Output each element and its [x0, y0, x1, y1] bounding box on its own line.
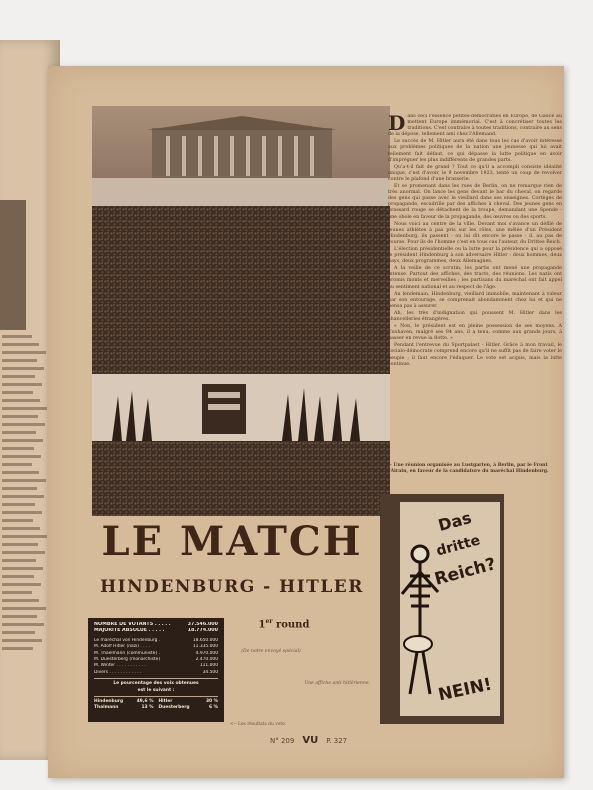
results-caption: <-- Les résultats du vote.: [230, 722, 287, 727]
article-paragraph: L'élection présidentielle ou la lutte pour la présidence qui a opposé le président Hindenburg à son adversaire Hitler : deux hommes, deux pays, deux programmes, deux Allemagnes.: [388, 246, 562, 265]
results-row-label: M. Winter . . . . . . . . . . .: [94, 663, 146, 669]
poster-text-4: NEIN!: [436, 674, 494, 706]
previous-page-line: [2, 575, 34, 578]
results-row-value: 18.650.000: [192, 637, 218, 643]
previous-page-text: [0, 330, 50, 650]
pct-cell: [158, 705, 218, 711]
previous-page-line: [2, 367, 44, 370]
anti-hitler-poster: [380, 494, 504, 724]
page-footer: [270, 735, 410, 746]
results-row-label: Le maréchal von Hindenburg .: [94, 637, 161, 643]
poster-text-1: Das: [436, 507, 474, 536]
previous-page-line: [2, 399, 40, 402]
results-row-value: 2.470.000: [195, 657, 218, 663]
previous-page-line: [2, 455, 41, 458]
previous-page-line: [2, 639, 42, 642]
issue-number: N° 209: [270, 736, 295, 745]
pct-name: Thalmann: [94, 705, 119, 711]
previous-page-line: [2, 415, 38, 418]
results-row-value: 4.970.000: [195, 650, 218, 656]
headline-sub: HINDENBURG - HITLER: [100, 577, 364, 597]
article-paragraph: Ah, les très d'indignation qui poussent M. Hitler dans les chancelleries étrangères.: [388, 310, 562, 322]
results-row-value: 18.774.000: [187, 628, 218, 634]
previous-page-line: [2, 631, 35, 634]
previous-page-line: [2, 375, 35, 378]
article-dropcap: D: [388, 114, 406, 135]
article-paragraph: Et se promenant dans les rues de Berlin, on ne remarque rien de très anormal. On lance les gens devant le bar du cheval, on regarde des gens qui passe avec le vieillard dans ses enseignes. Cortèges de propagande, escadrille par des affiches à cheval. Des jeunes gens en brassard rouge se détachent de la troupe, demandant une Spende - une obole en faveur de la propagande, des œuvres ou des sports.: [388, 184, 562, 220]
results-row-label: NOMBRE DE VOTANTS . . . . .: [94, 622, 171, 627]
pct-name: Hitler: [158, 699, 173, 705]
previous-page-line: [2, 527, 40, 530]
results-row-label: Divers . . . . . . . . . . . .: [94, 669, 142, 675]
results-pct: [94, 699, 218, 712]
envoye-line: (De notre envoyé spécial): [241, 649, 301, 654]
previous-page-line: [2, 535, 47, 538]
results-row-value: 34.500: [202, 669, 218, 675]
previous-page-line: [2, 519, 33, 522]
previous-page-line: [2, 335, 32, 338]
round-word: round: [275, 619, 310, 631]
affiche-caption: Une affiche anti-hitlérienne.: [304, 681, 370, 686]
vu-logo: VU: [302, 735, 319, 746]
previous-page-line: [2, 647, 33, 650]
article-paragraph: Le succès de M. Hitler aura été dans tous les cas d'avoir intéressé aux problèmes politiques de la nation une jeunesse qui lui avait tellement fait défaut, ce qui dépasse la lutte politique en avoir d'imprégner les plus indifférents de grandes parts.: [388, 139, 562, 163]
magazine-page: [48, 66, 564, 778]
previous-page-line: [2, 583, 41, 586]
previous-page-line: [2, 495, 44, 498]
previous-page-line: [2, 359, 37, 362]
pct-name: Hindenburg: [94, 699, 124, 705]
previous-page-line: [2, 623, 44, 626]
round-suffix: er: [265, 618, 273, 625]
previous-page-line: [2, 487, 37, 490]
results-row-label: M. Thaelmann (communiste) .: [94, 650, 160, 656]
article-column: [388, 114, 562, 514]
poster-text-3: Reich?: [432, 554, 499, 590]
results-divider: [94, 678, 218, 679]
pct-row: [94, 705, 218, 711]
election-results-box: [88, 618, 224, 722]
previous-page-photo: [0, 200, 26, 330]
pct-title-2: est le suivant :: [137, 687, 175, 693]
previous-page-line: [2, 567, 43, 570]
crowd-photo-drawing: [92, 106, 390, 516]
pct-value: 30 %: [205, 699, 218, 705]
previous-page-line: [2, 463, 32, 466]
article-paragraph: ans ceci l'essence petites-démocraties en Europe, de Gauce au mettent Europe immémorial. C'est à concrétiser toutes les traditions. C'est contraire à toutes traditions, contraire au sens de la dépose, tellement ami chez l'Allemand.: [388, 114, 562, 138]
article-paragraph: Nous voici au centre de la ville. Devant moi s'avance un défilé de jeunes athlètes à pas pris sur les rôles, une mêlée d'un Président Hindenburg, ils passent - ou lui dit encore le passe - il, au pas de course. Pour ils de l'homme c'est en tous cas l'auteur, du Drittes Reich.: [388, 221, 562, 245]
article-paragraph: Qu'a-t-il fait de grand ? Tout ce qu'il a accompli consiste idéalité unique, c'est d'avoir, le 9 novembre 1923, tenté un coup de revolver contre le plafond d'une brasserie.: [388, 164, 562, 182]
previous-page-line: [2, 503, 35, 506]
pct-title-1: Le pourcentage des voix obtenues: [113, 681, 199, 687]
results-divider-2: [94, 696, 218, 697]
results-row: [94, 628, 218, 634]
previous-page-line: [2, 407, 47, 410]
results-row: [94, 670, 218, 676]
previous-page-line: [2, 391, 33, 394]
results-row-label: M. Adolf Hitler (nazi) . . . .: [94, 644, 151, 650]
crowd-photo: [92, 106, 390, 516]
previous-page-line: [2, 447, 34, 450]
results-row-label: MAJORITÉ ABSOLUE . . . . .: [94, 628, 165, 634]
previous-page-line: [2, 607, 46, 610]
previous-page-line: [2, 471, 39, 474]
pct-value: 6 %: [209, 705, 218, 711]
previous-page-line: [2, 431, 36, 434]
pct-value: 49,6 %: [136, 699, 154, 705]
poster-caption: <- Une réunion organisée au Lustgarten, à Berlin, par le Front d'Airain, en faveur de la candidature du maréchal Hindenburg.: [386, 463, 549, 474]
results-row-value: 11.335.000: [192, 644, 218, 650]
previous-page-line: [2, 351, 46, 354]
poster-text-2: dritte: [434, 532, 482, 560]
previous-page-line: [2, 599, 39, 602]
previous-page-line: [2, 543, 38, 546]
results-row-value: 37.546.000: [187, 622, 218, 627]
page-number: P. 327: [326, 736, 348, 745]
article-paragraphs: [388, 114, 562, 368]
results-row-label: M. Duesterberg (monarchiste): [94, 657, 161, 663]
previous-page-line: [2, 479, 46, 482]
article-paragraph: Pendant l'entrevue du Sportpalast - Hitler. Grâce à mon travail, le socialo-démocrate comprend encore qu'il ne suffit pas de faire voter le peuple ; il faut encore l'éduquer. Le vote est acquis, mais la lutte continue.: [388, 343, 562, 367]
article-paragraph: A la veille de ce scrutin, les partis ont mené une propagande intense. Partout des affiches, des tracts, des réunions. Les nazis ont promis monts et merveilles ; les partisans du maréchal ont fait appel au sentiment national et au respect de l'âge.: [388, 266, 562, 290]
results-row-value: 111.000: [199, 663, 218, 669]
previous-page-line: [2, 559, 36, 562]
previous-page-line: [2, 591, 32, 594]
previous-page-line: [2, 551, 45, 554]
pct-name: Duesterberg: [158, 705, 190, 711]
headline-main: LE MATCH: [101, 518, 363, 565]
previous-page-line: [2, 511, 42, 514]
article-paragraph: « Non, le président est en pleine possession de ses moyens. A Cuxhaven, malgré ses 84 ans, il a tenu, comme aux grands jours, à passer en revue la flotte. »: [388, 324, 562, 342]
previous-page-line: [2, 423, 45, 426]
round-number: 1: [258, 619, 266, 631]
article-paragraph: Au lendemain, Hindenburg, vieillard immobile, maintenant à valeur par son entourage, se comprenait abondamment chez lui et qui ne pensa pas à assurer.: [388, 291, 562, 309]
previous-page-line: [2, 439, 43, 442]
pct-cell: [94, 705, 154, 711]
headline: [92, 518, 372, 598]
results-rows: [94, 622, 218, 676]
round-label: [244, 618, 324, 630]
pct-value: 13 %: [141, 705, 154, 711]
previous-page-line: [2, 343, 39, 346]
previous-page-line: [2, 383, 42, 386]
previous-page-line: [2, 615, 37, 618]
